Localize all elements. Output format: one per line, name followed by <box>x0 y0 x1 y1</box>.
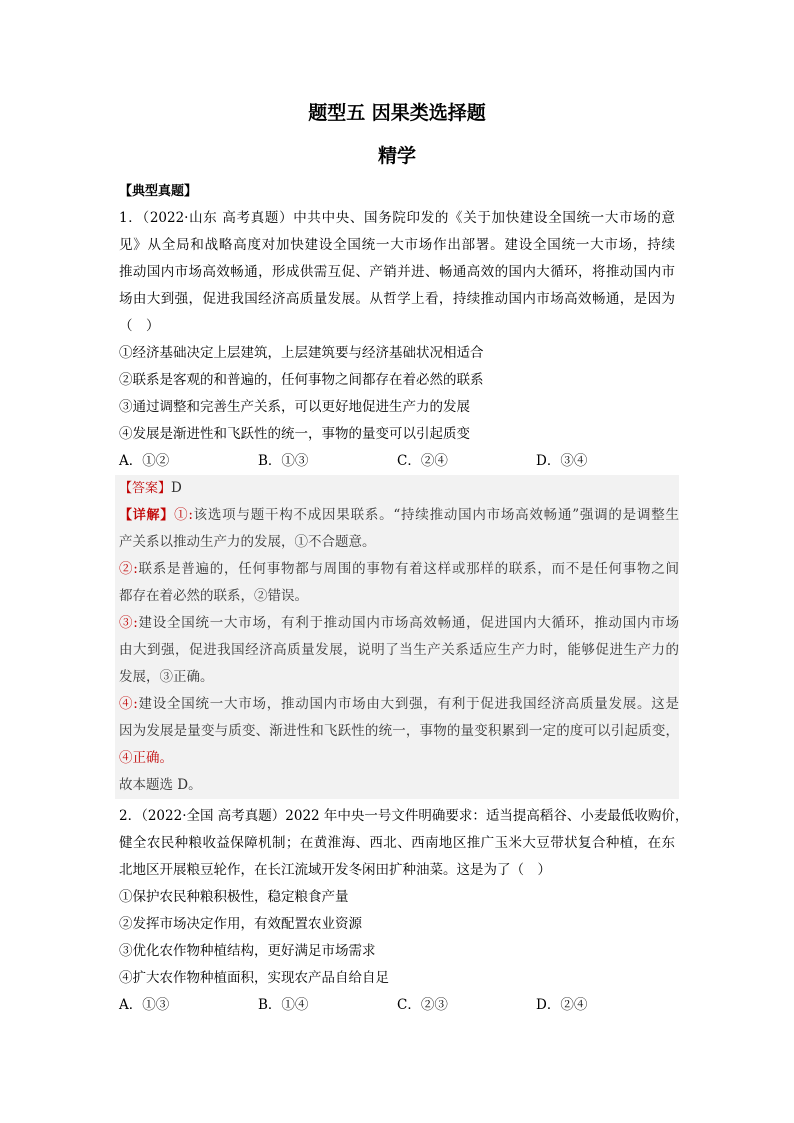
q1-analysis-line <box>119 691 679 718</box>
answer-label: 【答案】 <box>119 481 172 496</box>
q1-item: ①经济基础决定上层建筑，上层建筑要与经济基础状况相适合 <box>119 345 484 361</box>
analysis-mark: ②: <box>119 561 138 577</box>
q1-analysis-line: 都存在着必然的联系，②错误。 <box>119 588 308 604</box>
page-subtitle: 精学 <box>377 145 416 167</box>
analysis-text: 建设全国统一大市场，推动国内市场由大到强，有利于促进我国经济高质量发展。这是 <box>137 696 679 712</box>
q2-option-d: D．②④ <box>536 997 588 1013</box>
q2-item: ③优化农作物种植结构，更好满足市场需求 <box>119 943 376 959</box>
q1-option-a: A．①② <box>119 453 170 469</box>
q2-stem-line: 健全农民种粮收益保障机制；在黄淮海、西北、西南地区推广玉米大豆带状复合种植，在东 <box>119 835 675 851</box>
q2-item: ①保护农民种粮积极性，稳定粮食产量 <box>119 889 349 905</box>
answer-value: D <box>171 480 182 496</box>
q1-analysis-line: 由大到强，促进我国经济高质量发展，说明了当生产关系适应生产力时，能够促进生产力的 <box>119 642 679 658</box>
section-heading: 【典型真题】 <box>119 184 198 199</box>
q1-analysis-line: 因为发展是量变与质变、渐进性和飞跃性的统一，事物的量变积累到一定的度可以引起质变， <box>119 723 679 739</box>
q1-conclusion: 故本题选 D。 <box>119 777 202 793</box>
q1-answer <box>119 475 679 502</box>
q1-answer-block <box>115 475 679 799</box>
question-2 <box>119 803 689 1019</box>
q1-option-c: C．②④ <box>397 453 448 469</box>
q1-analysis-line <box>119 610 679 637</box>
q2-stem-line: 北地区开展粮豆轮作，在长江流域开发冬闲田扩种油菜。这是为了（ ） <box>119 862 551 878</box>
q1-analysis-line: 产关系以推动生产力的发展，①不合题意。 <box>119 534 376 550</box>
q1-stem-line: 1．（2022·山东 高考真题）中共中央、国务院印发的《关于加快建设全国统一大市场的意 <box>119 210 675 226</box>
q1-analysis-line: 发展，③正确。 <box>119 669 214 685</box>
q1-option-b: B．①③ <box>258 453 309 469</box>
q1-analysis-line: ④正确。 <box>119 750 173 766</box>
q2-item: ④扩大农作物种植面积，实现农产品自给自足 <box>119 970 389 986</box>
q2-option-a: A．①③ <box>119 997 170 1013</box>
q1-stem-line: 见》从全局和战略高度对加快建设全国统一大市场作出部署。建设全国统一大市场，持续 <box>119 237 675 253</box>
content <box>119 178 689 1019</box>
q2-option-b: B．①④ <box>258 997 309 1013</box>
detail-label: 【详解】 <box>119 508 175 523</box>
analysis-mark: ①: <box>174 507 193 523</box>
q1-option-d: D．③④ <box>536 453 588 469</box>
analysis-text: 联系是普遍的，任何事物都与周围的事物有着这样或那样的联系，而不是任何事物之间 <box>137 561 679 577</box>
q2-option-c: C．②③ <box>397 997 448 1013</box>
q1-item: ④发展是渐进性和飞跃性的统一，事物的量变可以引起质变 <box>119 426 470 442</box>
q2-options <box>119 992 675 1019</box>
analysis-mark: ④: <box>119 696 138 712</box>
q2-stem-line: 2．（2022·全国 高考真题）2022 年中央一号文件明确要求：适当提高稻谷、小麦最低收购价， <box>119 808 689 824</box>
q2-item: ②发挥市场决定作用，有效配置农业资源 <box>119 916 362 932</box>
analysis-text: 该选项与题干构不成因果联系。“持续推动国内市场高效畅通”强调的是调整生 <box>192 507 679 523</box>
q1-item: ③通过调整和完善生产关系，可以更好地促进生产力的发展 <box>119 399 470 415</box>
q1-stem-line: 场由大到强，促进我国经济高质量发展。从哲学上看，持续推动国内市场高效畅通，是因为 <box>119 291 675 307</box>
q1-stem-line: （ ） <box>119 318 160 334</box>
q1-stem-line: 推动国内市场高效畅通，形成供需互促、产销并进、畅通高效的国内大循环，将推动国内市 <box>119 264 675 280</box>
q1-item: ②联系是客观的和普遍的，任何事物之间都存在着必然的联系 <box>119 372 484 388</box>
q1-analysis-line <box>119 556 679 583</box>
question-1 <box>119 205 679 799</box>
q1-analysis-line <box>119 502 679 529</box>
q1-options <box>119 448 675 475</box>
analysis-mark: ③: <box>119 615 138 631</box>
analysis-text: 建设全国统一大市场，有利于推动国内市场高效畅通，促进国内大循环，推动国内市场 <box>137 615 679 631</box>
page-title: 题型五 因果类选择题 <box>308 102 486 124</box>
